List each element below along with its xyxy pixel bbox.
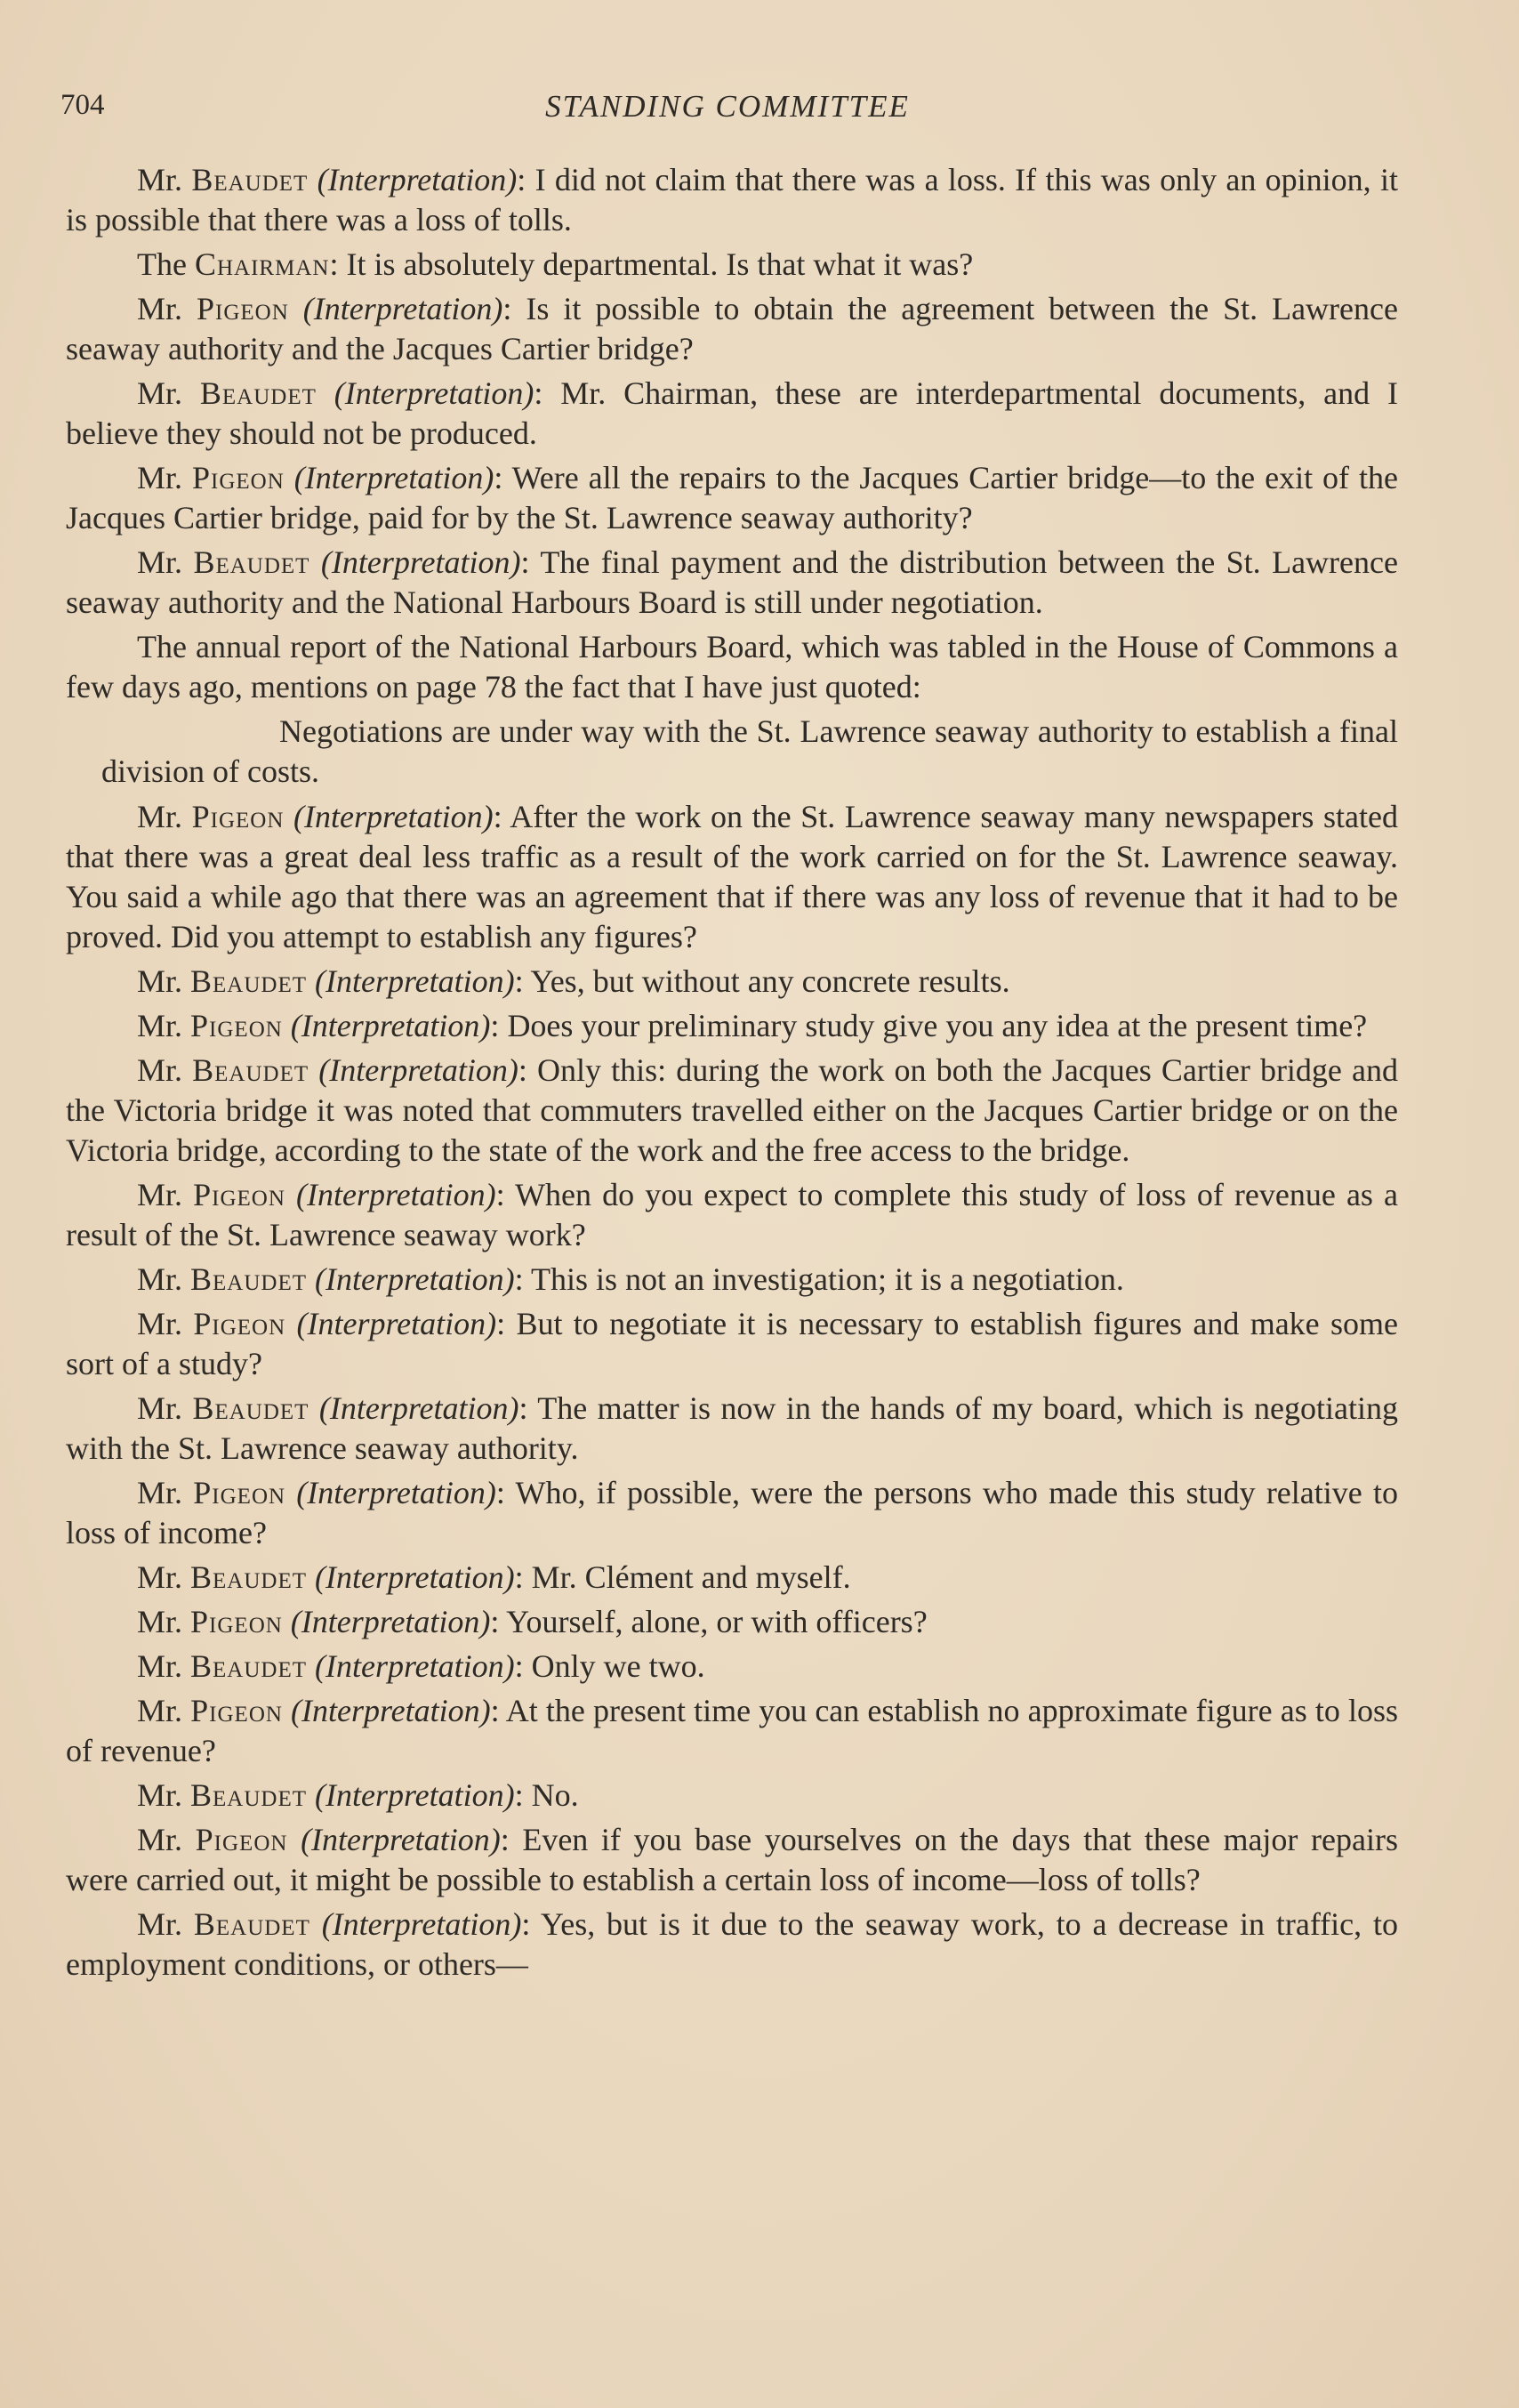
transcript-paragraph <box>66 1558 1398 1598</box>
speaker-name: Chairman <box>194 246 330 282</box>
paragraph-text: Yes, but without any concrete results. <box>530 963 1010 999</box>
transcript-paragraph <box>66 1776 1398 1816</box>
speaker-name: Beaudet <box>191 162 309 197</box>
interpretation-note: (Interpretation) <box>287 1822 501 1857</box>
speaker-separator: : <box>490 1693 506 1728</box>
transcript-paragraph <box>66 245 1398 285</box>
speaker-separator: : <box>490 1604 507 1639</box>
paragraph-text: The final payment and the distribution between the St. Lawrence seaway authority and the National Harbours Board is still under negotiation. <box>66 544 1398 620</box>
transcript-paragraph <box>66 1647 1398 1687</box>
speaker-prefix: Mr. <box>137 1777 191 1813</box>
speaker-name: Beaudet <box>192 1390 309 1426</box>
interpretation-note: (Interpretation) <box>282 1008 491 1043</box>
speaker-separator: : <box>329 246 347 282</box>
transcript-body <box>66 160 1398 1989</box>
speaker-separator: : <box>493 799 510 834</box>
speaker-separator: : <box>495 1177 516 1212</box>
paragraph-text: Mr. Chairman, these are interdepartmental documents, and I believe they should not be produced. <box>66 375 1398 451</box>
interpretation-note: (Interpretation) <box>307 1261 515 1297</box>
page-number: 704 <box>60 89 105 121</box>
speaker-separator: : <box>496 1306 517 1341</box>
transcript-paragraph <box>66 1304 1398 1384</box>
block-quote <box>66 712 1398 792</box>
interpretation-note: (Interpretation) <box>316 375 534 411</box>
speaker-name: Beaudet <box>192 1052 309 1088</box>
speaker-separator: : <box>514 1777 532 1813</box>
transcript-paragraph <box>66 374 1398 454</box>
running-title: STANDING COMMITTEE <box>545 89 910 124</box>
paragraph-text: Only we two. <box>531 1648 705 1684</box>
interpretation-note: (Interpretation) <box>282 1693 491 1728</box>
interpretation-note: (Interpretation) <box>282 1604 491 1639</box>
interpretation-note: (Interpretation) <box>307 1648 515 1684</box>
transcript-paragraph <box>66 1006 1398 1046</box>
paragraph-text: When do you expect to complete this study of loss of revenue as a result of the St. Lawrence seaway work? <box>66 1177 1398 1252</box>
paragraph-text: Only this: during the work on both the Jacques Cartier bridge and the Victoria bridge it was noted that commuters travelled either on the Jacques Cartier bridge or on the Victoria bridge, according to the state of the work and the free access to the bridge. <box>66 1052 1398 1168</box>
quote-text: Negotiations are under way with the St. Lawrence seaway authority to establish a final division of costs. <box>101 713 1398 789</box>
paragraph-text: The matter is now in the hands of my board, which is negotiating with the St. Lawrence seaway authority. <box>66 1390 1398 1466</box>
speaker-separator: : <box>514 1261 531 1297</box>
paragraph-text: I did not claim that there was a loss. If this was only an opinion, it is possible that there was a loss of tolls. <box>66 162 1398 238</box>
speaker-separator: : <box>494 460 512 495</box>
speaker-name: Beaudet <box>199 375 317 411</box>
interpretation-note: (Interpretation) <box>285 1306 497 1341</box>
paragraph-text: Does your preliminary study give you any idea at the present time? <box>507 1008 1368 1043</box>
speaker-name: Beaudet <box>190 1261 308 1297</box>
transcript-paragraph <box>66 1691 1398 1771</box>
interpretation-note: (Interpretation) <box>308 162 518 197</box>
speaker-prefix: Mr. <box>137 1475 194 1510</box>
speaker-separator: : <box>514 1559 532 1595</box>
transcript-paragraph <box>66 1175 1398 1255</box>
speaker-name: Pigeon <box>191 460 285 495</box>
paragraph-text: Were all the repairs to the Jacques Cartier bridge—to the exit of the Jacques Cartier bridge, paid for by the St. Lawrence seaway authority? <box>66 460 1398 536</box>
speaker-prefix: Mr. <box>137 1559 191 1595</box>
transcript-paragraph <box>66 289 1398 369</box>
speaker-separator: : <box>490 1008 508 1043</box>
speaker-prefix: Mr. <box>137 1008 191 1043</box>
speaker-name: Pigeon <box>190 1693 283 1728</box>
speaker-name: Pigeon <box>193 1475 286 1510</box>
speaker-prefix: Mr. <box>137 375 200 411</box>
transcript-paragraph <box>66 1905 1398 1985</box>
speaker-name: Pigeon <box>190 1008 283 1043</box>
speaker-prefix: Mr. <box>137 963 191 999</box>
speaker-prefix: Mr. <box>137 1693 191 1728</box>
speaker-separator: : <box>502 291 526 326</box>
transcript-paragraph <box>66 543 1398 623</box>
speaker-prefix: Mr. <box>137 1177 194 1212</box>
speaker-name: Beaudet <box>190 963 308 999</box>
speaker-separator: : <box>517 162 535 197</box>
speaker-name: Beaudet <box>190 1777 308 1813</box>
speaker-separator: : <box>514 963 531 999</box>
transcript-paragraph <box>66 627 1398 707</box>
interpretation-note: (Interpretation) <box>284 460 494 495</box>
interpretation-note: (Interpretation) <box>285 1475 496 1510</box>
paragraph-text: The annual report of the National Harbours Board, which was tabled in the House of Commons a few days ago, mentions on page 78 the fact that I have just quoted: <box>66 629 1398 705</box>
paragraph-text: Who, if possible, were the persons who made this study relative to loss of income? <box>66 1475 1398 1550</box>
interpretation-note: (Interpretation) <box>285 1177 496 1212</box>
speaker-prefix: Mr. <box>137 1648 191 1684</box>
paragraph-text: It is absolutely departmental. Is that what it was? <box>346 246 974 282</box>
speaker-prefix: Mr. <box>137 1261 191 1297</box>
speaker-prefix: The <box>137 246 195 282</box>
speaker-prefix: Mr. <box>137 460 192 495</box>
transcript-paragraph <box>66 962 1398 1002</box>
paragraph-text: Yes, but is it due to the seaway work, to a decrease in traffic, to employment conditions, or others— <box>66 1906 1398 1982</box>
paragraph-text: Even if you base yourselves on the days that these major repairs were carried out, it might be possible to establish a certain loss of income—loss of tolls? <box>66 1822 1398 1897</box>
interpretation-note: (Interpretation) <box>307 1559 515 1595</box>
speaker-prefix: Mr. <box>137 1390 193 1426</box>
speaker-separator: : <box>520 544 541 580</box>
speaker-separator: : <box>500 1822 523 1857</box>
speaker-name: Pigeon <box>193 1177 285 1212</box>
transcript-paragraph <box>66 1051 1398 1171</box>
paragraph-text: Yourself, alone, or with officers? <box>506 1604 928 1639</box>
speaker-separator: : <box>495 1475 516 1510</box>
speaker-prefix: Mr. <box>137 1306 194 1341</box>
interpretation-note: (Interpretation) <box>309 1052 518 1088</box>
speaker-separator: : <box>518 1052 537 1088</box>
page-header <box>60 89 1394 133</box>
speaker-name: Pigeon <box>193 1306 286 1341</box>
speaker-name: Pigeon <box>191 799 285 834</box>
speaker-name: Beaudet <box>193 544 310 580</box>
speaker-name: Beaudet <box>190 1559 308 1595</box>
speaker-prefix: Mr. <box>137 1052 193 1088</box>
interpretation-note: (Interpretation) <box>288 291 503 326</box>
speaker-prefix: Mr. <box>137 162 192 197</box>
speaker-prefix: Mr. <box>137 291 197 326</box>
interpretation-note: (Interpretation) <box>309 1906 522 1942</box>
speaker-name: Pigeon <box>190 1604 283 1639</box>
speaker-prefix: Mr. <box>137 1604 191 1639</box>
paragraph-text: Is it possible to obtain the agreement between the St. Lawrence seaway authority and the Jacques Cartier bridge? <box>66 291 1398 366</box>
transcript-paragraph <box>66 458 1398 538</box>
paragraph-text: Mr. Clément and myself. <box>531 1559 851 1595</box>
speaker-prefix: Mr. <box>137 1906 194 1942</box>
speaker-separator: : <box>514 1648 532 1684</box>
speaker-prefix: Mr. <box>137 544 194 580</box>
transcript-paragraph <box>66 1473 1398 1553</box>
interpretation-note: (Interpretation) <box>309 544 521 580</box>
speaker-name: Pigeon <box>197 291 289 326</box>
transcript-paragraph <box>66 1389 1398 1469</box>
speaker-name: Pigeon <box>195 1822 288 1857</box>
transcript-paragraph <box>66 1820 1398 1900</box>
speaker-name: Beaudet <box>190 1648 308 1684</box>
speaker-separator: : <box>518 1390 538 1426</box>
interpretation-note: (Interpretation) <box>284 799 494 834</box>
transcript-paragraph <box>66 160 1398 240</box>
speaker-prefix: Mr. <box>137 799 192 834</box>
interpretation-note: (Interpretation) <box>309 1390 519 1426</box>
paragraph-text: But to negotiate it is necessary to establish figures and make some sort of a study? <box>66 1306 1398 1381</box>
interpretation-note: (Interpretation) <box>307 963 515 999</box>
speaker-name: Beaudet <box>193 1906 310 1942</box>
transcript-paragraph <box>66 1602 1398 1642</box>
speaker-separator: : <box>534 375 561 411</box>
transcript-paragraph <box>66 1260 1398 1300</box>
paragraph-text: This is not an investigation; it is a negotiation. <box>531 1261 1124 1297</box>
speaker-separator: : <box>521 1906 541 1942</box>
paragraph-text: No. <box>531 1777 579 1813</box>
transcript-paragraph <box>66 797 1398 957</box>
interpretation-note: (Interpretation) <box>307 1777 515 1813</box>
paragraph-text: At the present time you can establish no approximate figure as to loss of revenue? <box>66 1693 1398 1768</box>
speaker-prefix: Mr. <box>137 1822 196 1857</box>
paragraph-text: After the work on the St. Lawrence seaway many newspapers stated that there was a great deal less traffic as a result of the work carried on for the St. Lawrence seaway. You said a while ago that there was an agreement that if there was any loss of revenue that it had to be proved. Did you attempt to establish any figures? <box>66 799 1398 954</box>
